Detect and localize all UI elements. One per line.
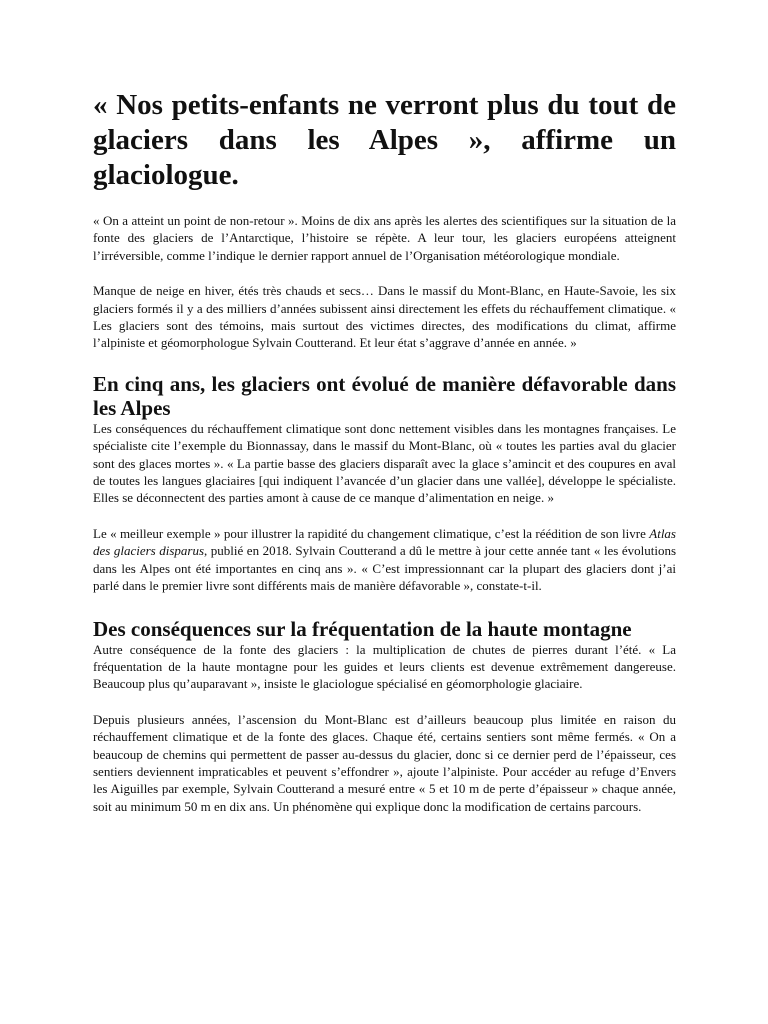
spacer <box>93 193 676 212</box>
spacer <box>93 264 676 282</box>
section-1-paragraph-1: Les conséquences du réchauffement climatique sont donc nettement visibles dans les montagnes françaises. Le spécialiste cite l’exemple du Bionnassay, dans le massif du Mont-Blanc, où « toutes les parties aval du glacier sont des glaces mortes ». « La partie basse des glaciers disparaît avec la glace s’amincit et des coupures en aval de toutes les langues glaciaires [qui indiquent l’avancée d’un glacier dans une vallée], développe le spécialiste. Elles se déconnectent des parties amont à cause de ce manque d’alimentation en neige. » <box>93 420 676 506</box>
spacer <box>93 507 676 525</box>
spacer <box>93 693 676 711</box>
article-title: « Nos petits-enfants ne verront plus du tout de glaciers dans les Alpes », affirme un glaciologue. <box>93 89 676 191</box>
section-2-paragraph-1: Autre conséquence de la fonte des glaciers : la multiplication de chutes de pierres durant l’été. « La fréquentation de la haute montagne pour les guides et leurs clients est devenue extrêmement dangereuse. Beaucoup plus qu’auparavant », insiste le glaciologue spécialisé en géomorphologie glaciaire. <box>93 641 676 692</box>
paragraph-text: , publié en 2018. Sylvain Coutterand a dû le mettre à jour cette année tant « les évolutions dans les Alpes ont été importantes en cinq ans ». « C’est impressionnant car la plupart des glaciers dont j’ai parlé dans le premier livre sont différents mais de manière défavorable », constate-t-il. <box>93 543 677 594</box>
section-1-paragraph-2 <box>93 525 676 595</box>
section-2-heading: Des conséquences sur la fréquentation de la haute montagne <box>93 616 632 641</box>
paragraph-text: Le « meilleur exemple » pour illustrer la rapidité du changement climatique, c’est la réédition de son livre <box>93 525 650 541</box>
section-1-heading: En cinq ans, les glaciers ont évolué de manière défavorable dans les Alpes <box>93 371 676 420</box>
section-2-paragraph-2: Depuis plusieurs années, l’ascension du Mont-Blanc est d’ailleurs beaucoup plus limitée en raison du réchauffement climatique et de la fonte des glaces. Chaque été, certains sentiers sont même fermés. « On a beaucoup de chemins qui permettent de passer au-dessus du glacier, donc si ce dernier perd de l’épaisseur, ces sentiers deviennent impraticables et peuvent s’effondrer », ajoute l’alpiniste. Pour accéder au refuge d’Envers les Aiguilles par exemple, Sylvain Coutterand a mesuré entre « 5 et 10 m de perte d’épaisseur » chaque année, soit au minimum 50 m en dix ans. Un phénomène qui explique donc la modification de certains parcours. <box>93 711 676 814</box>
intro-paragraph-1: « On a atteint un point de non-retour ». Moins de dix ans après les alertes des scientifiques sur la situation de la fonte des glaciers de l’Antarctique, l’histoire se répète. A leur tour, les glaciers européens atteignent l’irréversible, comme l’indique le dernier rapport annuel de l’Organisation météorologique mondiale. <box>93 213 676 263</box>
intro-paragraph-2: Manque de neige en hiver, étés très chauds et secs… Dans le massif du Mont-Blanc, en Haute-Savoie, les six glaciers formés il y a des milliers d’années subissent ainsi directement les effets du réchauffement climatique. « Les glaciers sont des témoins, mais surtout des victimes directes, des modifications du climat, affirme l’alpiniste et géomorphologue Sylvain Coutterand. Et leur état s’aggrave d’année en année. » <box>93 283 676 351</box>
book-title: Atlas des glaciers disparus <box>93 525 676 559</box>
spacer <box>93 352 676 372</box>
spacer <box>93 595 676 617</box>
document-page <box>93 88 676 815</box>
